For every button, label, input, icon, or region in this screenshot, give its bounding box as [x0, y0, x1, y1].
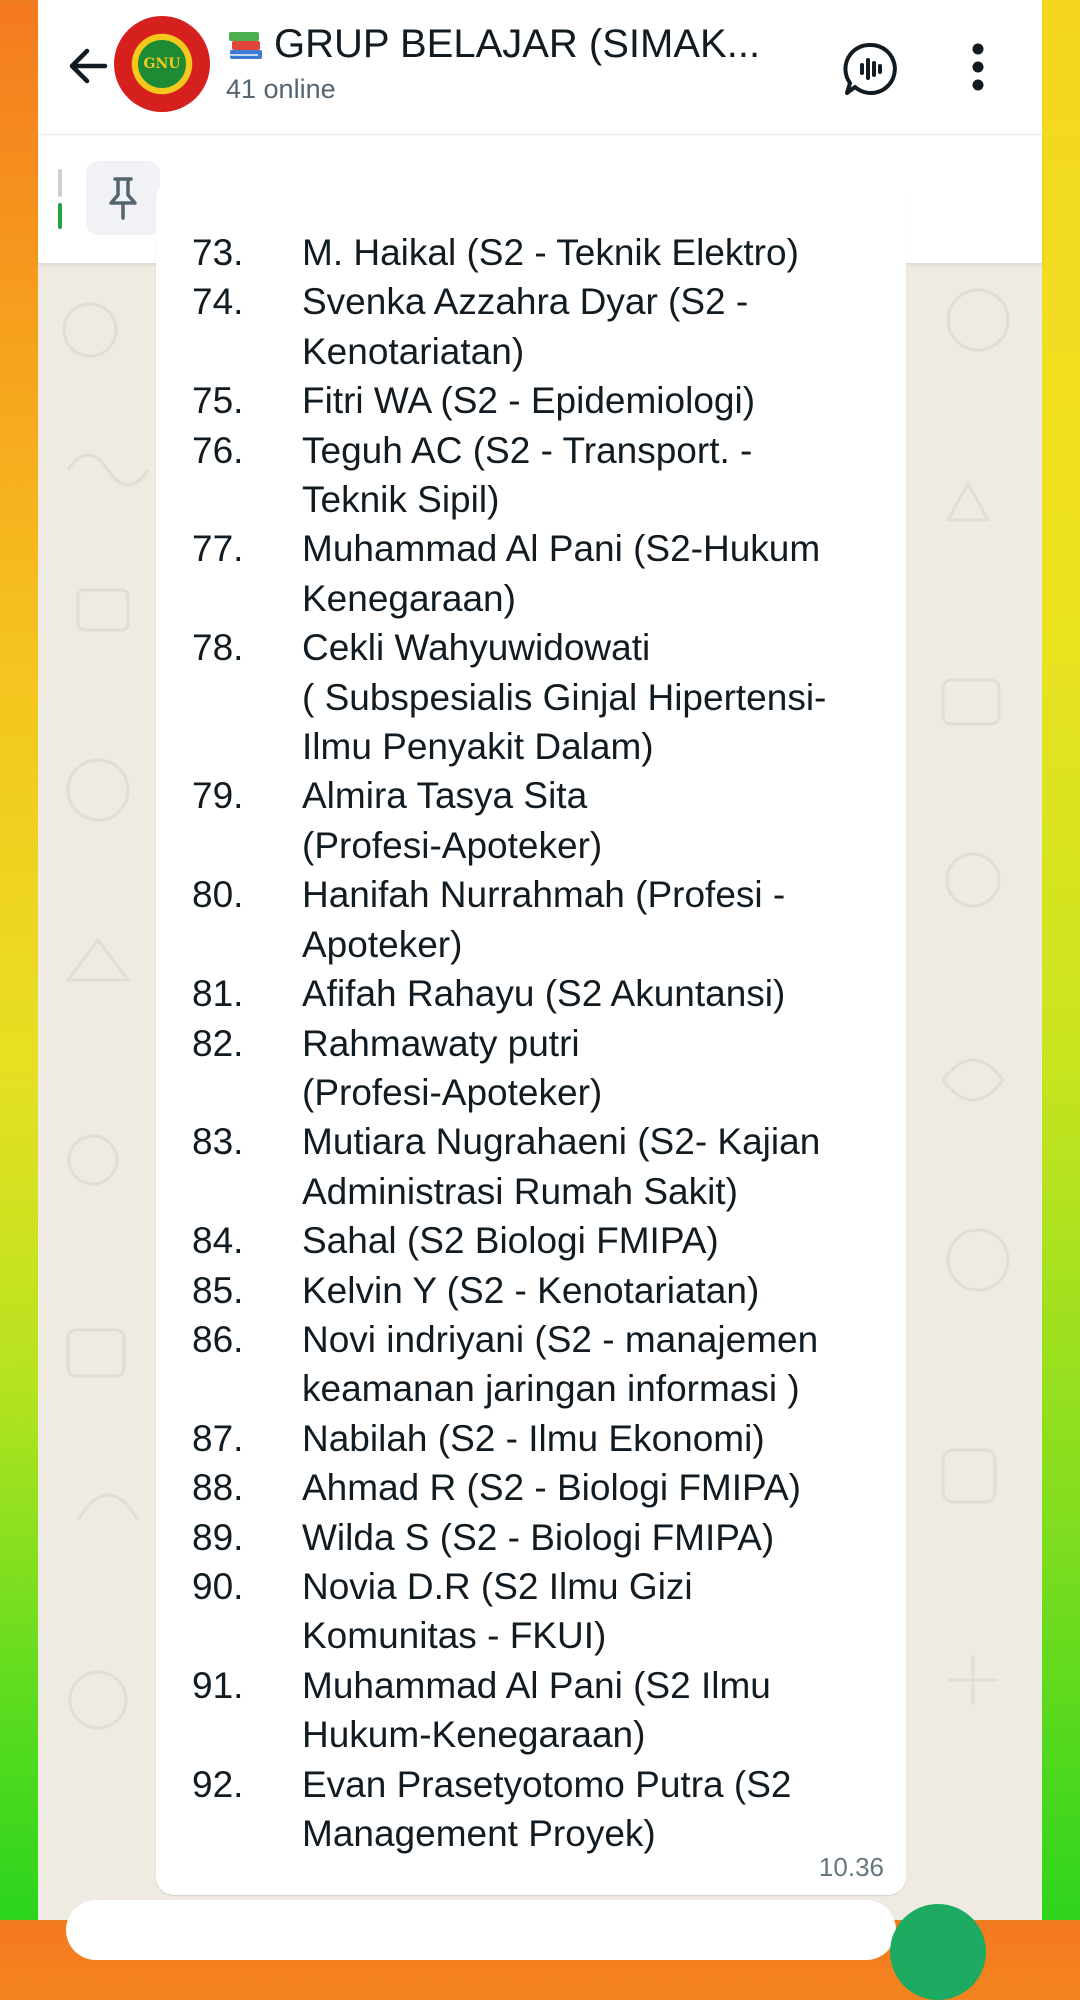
list-item: 82. Rahmawaty putri (Profesi-Apoteker)	[156, 1019, 892, 1118]
more-vertical-icon	[970, 42, 986, 92]
list-item: 85. Kelvin Y (S2 - Kenotariatan)	[156, 1266, 892, 1315]
online-count: 41 online	[226, 74, 336, 104]
message-bubble[interactable]	[156, 180, 906, 1895]
list-item: 87. Nabilah (S2 - Ilmu Ekonomi)	[156, 1414, 892, 1463]
list-item: 80. Hanifah Nurrahmah (Profesi - Apoteker)	[156, 870, 892, 969]
list-item: 78. Cekli Wahyuwidowati ( Subspesialis Ginjal Hipertensi- Ilmu Penyakit Dalam)	[156, 623, 892, 771]
group-title: GRUP BELAJAR (SIMAK...	[274, 21, 761, 66]
list-item-text: Evan Prasetyotomo Putra (S2 Management Proyek)	[302, 1763, 792, 1854]
list-item: 76. Teguh AC (S2 - Transport. - Teknik Sipil)	[156, 426, 892, 525]
avatar-logo: GNU	[135, 37, 189, 91]
message-text-area	[156, 232, 906, 1864]
list-item: 77. Muhammad Al Pani (S2-Hukum Kenegaraan)	[156, 524, 892, 623]
list-item: 92. Evan Prasetyotomo Putra (S2 Management Proyek)	[156, 1760, 892, 1859]
list-item: 83. Mutiara Nugrahaeni (S2- Kajian Administrasi Rumah Sakit)	[156, 1117, 892, 1216]
list-item-text: Ahmad R (S2 - Biologi FMIPA)	[302, 1467, 801, 1509]
list-item-text: Novi indriyani (S2 - manajemen keamanan jaringan informasi )	[302, 1318, 819, 1410]
group-avatar[interactable]	[114, 16, 210, 112]
message-timestamp: 10.36	[818, 1852, 884, 1882]
member-list	[156, 228, 892, 1858]
list-item: 81. Afifah Rahayu (S2 Akuntansi)	[156, 969, 892, 1018]
message-input-peek[interactable]	[66, 1900, 896, 1960]
chat-header	[38, 0, 1042, 135]
list-item-text: Cekli Wahyuwidowati ( Subspesialis Ginjal Hipertensi- Ilmu Penyakit Dalam)	[302, 627, 827, 768]
more-options-button[interactable]	[950, 34, 1006, 100]
list-item: 88. Ahmad R (S2 - Biologi FMIPA)	[156, 1463, 892, 1512]
list-item: 91. Muhammad Al Pani (S2 Ilmu Hukum-Kenegaraan)	[156, 1661, 892, 1760]
list-item-text: Hanifah Nurrahmah (Profesi - Apoteker)	[302, 874, 786, 965]
list-item-text: Kelvin Y (S2 - Kenotariatan)	[302, 1269, 760, 1311]
list-item: 84. Sahal (S2 Biologi FMIPA)	[156, 1216, 892, 1265]
list-item-text: Mutiara Nugrahaeni (S2- Kajian Administrasi Rumah Sakit)	[302, 1121, 821, 1212]
books-icon	[226, 24, 266, 64]
pin-icon	[103, 175, 143, 221]
voice-chat-icon	[841, 39, 901, 99]
list-item-text: Wilda S (S2 - Biologi FMIPA)	[302, 1516, 775, 1558]
list-item: 89. Wilda S (S2 - Biologi FMIPA)	[156, 1513, 892, 1562]
right-edge-wallpaper	[1042, 0, 1080, 1920]
list-item-text: Novia D.R (S2 Ilmu Gizi Komunitas - FKUI)	[302, 1565, 693, 1657]
voice-chat-button[interactable]	[838, 36, 904, 102]
list-item-text: Nabilah (S2 - Ilmu Ekonomi)	[302, 1417, 765, 1459]
chat-screen	[38, 0, 1042, 1920]
list-item: 73. M. Haikal (S2 - Teknik Elektro)	[156, 228, 892, 277]
list-item-text: Afifah Rahayu (S2 Akuntansi)	[302, 973, 786, 1015]
list-item-text: Muhammad Al Pani (S2-Hukum Kenegaraan)	[302, 528, 821, 619]
list-item: 75. Fitri WA (S2 - Epidemiologi)	[156, 376, 892, 425]
list-item-text: Almira Tasya Sita (Profesi-Apoteker)	[302, 775, 603, 866]
list-item-text: Rahmawaty putri (Profesi-Apoteker)	[302, 1022, 603, 1113]
pinned-indicator	[58, 169, 63, 229]
list-item-text: Teguh AC (S2 - Transport. - Teknik Sipil)	[302, 429, 753, 521]
group-title-row[interactable]	[226, 18, 846, 70]
list-item-text: Svenka Azzahra Dyar (S2 - Kenotariatan)	[302, 281, 749, 372]
list-item: 74. Svenka Azzahra Dyar (S2 - Kenotariatan)	[156, 277, 892, 376]
list-item-text: Muhammad Al Pani (S2 Ilmu Hukum-Kenegaraan)	[302, 1664, 771, 1756]
list-item-text: M. Haikal (S2 - Teknik Elektro)	[302, 232, 799, 273]
list-item: 79. Almira Tasya Sita (Profesi-Apoteker)	[156, 771, 892, 870]
send-button-peek[interactable]	[890, 1904, 986, 2000]
list-item: 86. Novi indriyani (S2 - manajemen keamanan jaringan informasi )	[156, 1315, 892, 1414]
list-item-text: Sahal (S2 Biologi FMIPA)	[302, 1220, 719, 1262]
list-item-text: Fitri WA (S2 - Epidemiologi)	[302, 380, 756, 422]
pin-icon-box	[86, 161, 160, 235]
list-item: 90. Novia D.R (S2 Ilmu Gizi Komunitas - FKUI)	[156, 1562, 892, 1661]
arrow-left-icon	[65, 43, 111, 89]
